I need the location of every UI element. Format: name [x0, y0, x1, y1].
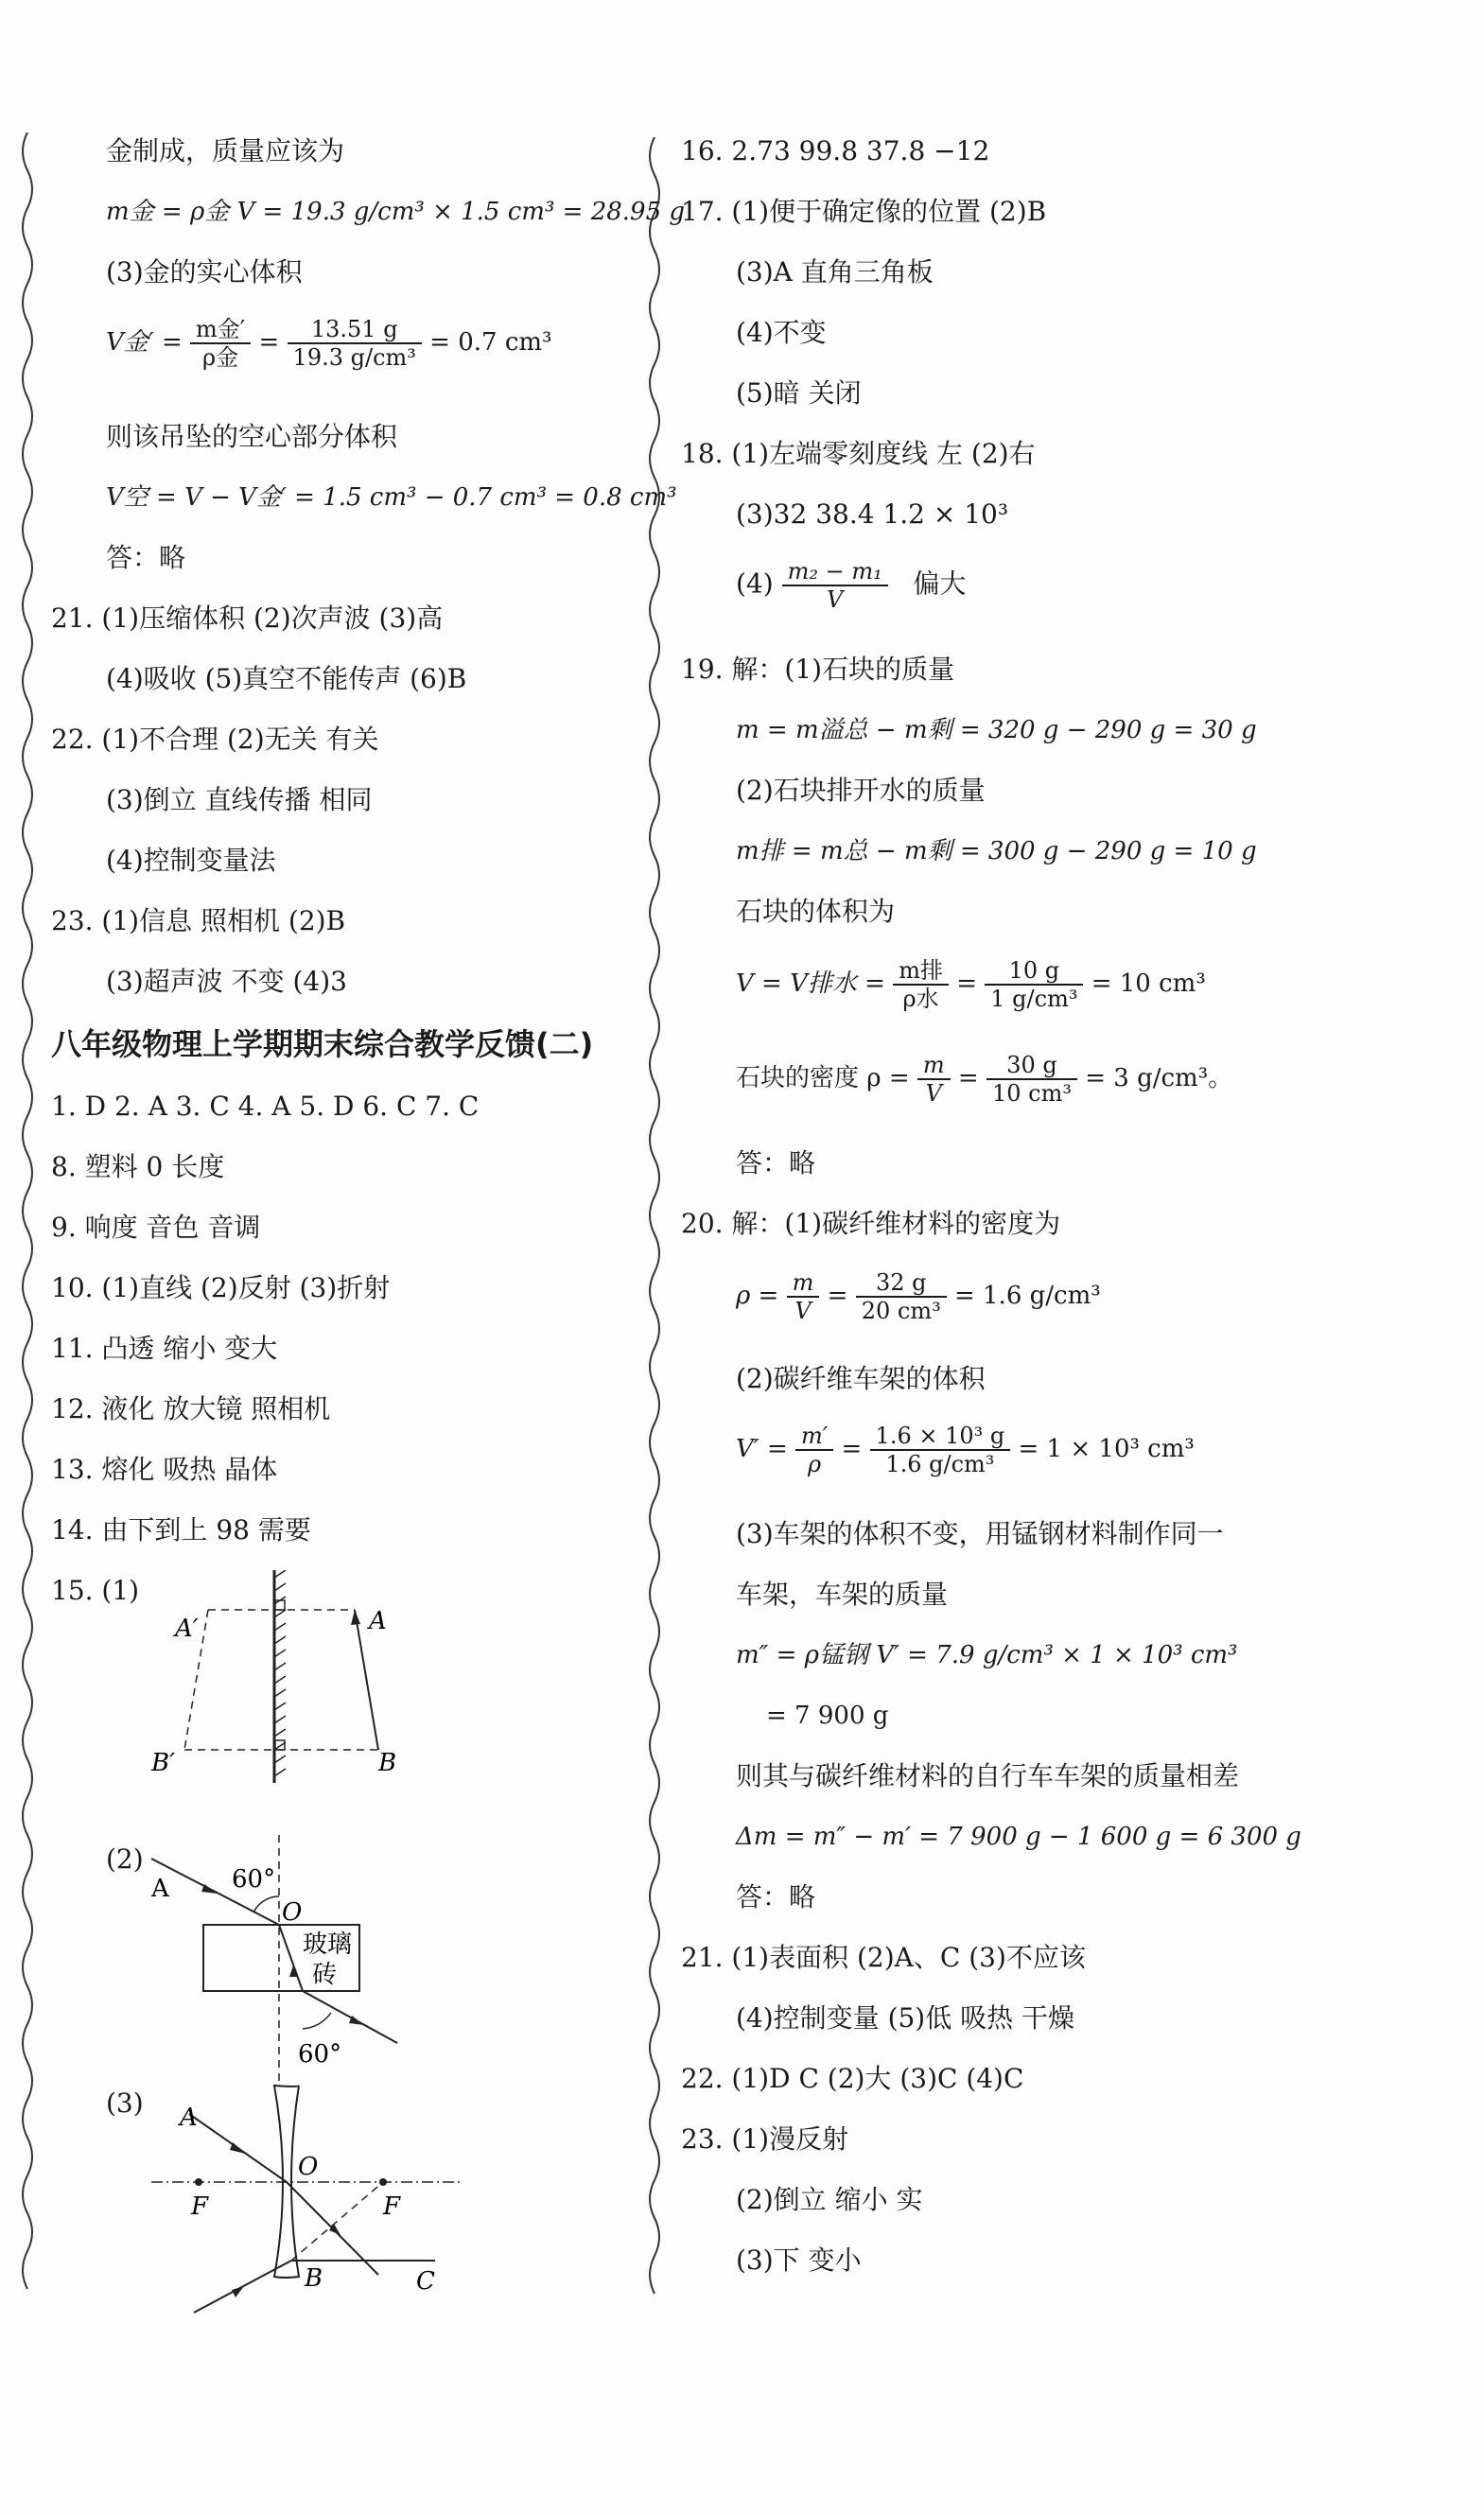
fraction-denominator: 1 g/cm³: [990, 986, 1078, 1012]
answer-17-line2: (3)A 直角三角板: [736, 256, 934, 288]
fraction: [985, 957, 1083, 1012]
answer-20-formula-mass: m″ = ρ锰钢 V′ = 7.9 g/cm³ × 1 × 10³ cm³: [736, 1641, 1238, 1669]
diagram-plane-mirror: [142, 1570, 416, 1788]
label-a: A: [369, 1607, 387, 1635]
answer-17-line1: 17. (1)便于确定像的位置 (2)B: [681, 196, 1047, 227]
answer-20-formula-mass-result: = 7 900 g: [766, 1702, 889, 1730]
label-b: B: [378, 1749, 397, 1777]
answer-18-line3: [736, 558, 966, 613]
fraction-denominator: V: [794, 1298, 812, 1324]
fraction-numerator: m排: [893, 957, 949, 986]
answer-20-answer: 答：略: [736, 1881, 816, 1912]
answer-17-line4: (5)暗 关闭: [736, 377, 862, 409]
label-angle-60-bottom: 60°: [298, 2040, 342, 2069]
answer-19-formula-mass: m = m溢总 − m剩 = 320 g − 290 g = 30 g: [736, 716, 1257, 744]
fraction-numerator: 30 g: [986, 1052, 1077, 1080]
answer-16: 16. 2.73 99.8 37.8 −12: [681, 135, 990, 166]
fraction-denominator: ρ金: [202, 344, 239, 371]
answer-20-line1: 20. 解：(1)碳纤维材料的密度为: [681, 1208, 1061, 1239]
answers-1-7: 1. D 2. A 3. C 4. A 5. D 6. C 7. C: [51, 1091, 480, 1122]
left-formula-hollow-volume: V空 = V − V金′ = 1.5 cm³ − 0.7 cm³ = 0.8 cm³: [106, 483, 677, 512]
formula-rhs: = 0.7 cm³: [429, 328, 552, 357]
left-answer: 答：略: [106, 542, 186, 573]
answer-13: 13. 熔化 吸热 晶体: [51, 1454, 278, 1485]
formula-rhs: = 10 cm³: [1091, 969, 1206, 998]
answer-18-line2: (3)32 38.4 1.2 × 10³: [736, 498, 1009, 530]
label-b: B: [305, 2264, 323, 2293]
label-angle-60-top: 60°: [232, 1865, 276, 1894]
fraction-denominator: ρ水: [902, 986, 939, 1012]
left-text-line: 金制成，质量应该为: [106, 135, 345, 166]
answer-23-line2: (3)超声波 不变 (4)3: [106, 966, 347, 997]
answer-19-formula-volume: V = V排水 = $\frac{\text{m排}}{\text{ρ水}}$ = $\frac{10 g}{\text{1 g/cm³}}$ = 10 cm³: [736, 957, 1206, 1012]
answer-23-line1: 23. (1)信息 照相机 (2)B: [51, 905, 346, 936]
formula-rhs: = 1.6 g/cm³: [953, 1282, 1101, 1310]
answer-11: 11. 凸透 缩小 变大: [51, 1333, 278, 1364]
answer-19-line5: 石块的体积为: [736, 896, 896, 927]
formula-lhs: V′ =: [736, 1435, 788, 1463]
fraction: [782, 558, 888, 613]
fraction-numerator: 10 g: [985, 957, 1083, 986]
answer-20-line5: (3)车架的体积不变，用锰钢材料制作同一: [736, 1518, 1224, 1549]
fraction: [190, 316, 251, 371]
answer-22-line2: (3)倒立 直线传播 相同: [106, 784, 373, 815]
formula-rhs: = 1 × 10³ cm³: [1018, 1435, 1195, 1463]
left-formula-gold-mass: m金 = ρ金 V = 19.3 g/cm³ × 1.5 cm³ = 28.95 g: [106, 198, 686, 226]
formula-lhs: V = V排水 =: [736, 969, 885, 998]
answer-21-line2: (4)吸收 (5)真空不能传声 (6)B: [106, 663, 467, 694]
answer-text: 偏大: [913, 568, 967, 600]
binding-wavy-line-left: [13, 132, 42, 2308]
answer-12: 12. 液化 放大镜 照相机: [51, 1393, 331, 1424]
answer-22-right: 22. (1)D C (2)大 (3)C (4)C: [681, 2063, 1024, 2094]
formula-lhs: V金′ =: [106, 328, 183, 357]
left-text-line: (3)金的实心体积: [106, 256, 303, 288]
formula-lhs: 石块的密度 ρ =: [736, 1064, 910, 1092]
diagram-glass-brick-refraction: [142, 1835, 426, 2090]
answer-14: 14. 由下到上 98 需要: [51, 1514, 311, 1546]
answer-20-line6: 车架，车架的质量: [736, 1579, 949, 1610]
answer-21-line1: 21. (1)压缩体积 (2)次声波 (3)高: [51, 603, 444, 634]
label-f-right: F: [383, 2192, 401, 2221]
formula-rhs: = 3 g/cm³。: [1085, 1064, 1233, 1092]
answer-20-line3: (2)碳纤维车架的体积: [736, 1363, 986, 1394]
fraction-denominator: 20 cm³: [861, 1298, 941, 1324]
answer-20-formula-volume: V′ = $\frac{m'}{\rho}$ = $\frac{\text{1.6 × 10³ g}}{\text{1.6 g/cm³}}$ = 1 × 10³ cm³: [736, 1423, 1195, 1477]
answer-19-formula-displaced: m排 = m总 − m剩 = 300 g − 290 g = 10 g: [736, 837, 1257, 865]
answer-15-part2-label: (2): [106, 1843, 144, 1875]
fraction-numerator: 1.6 × 10³ g: [870, 1423, 1011, 1451]
left-text-line: 则该吊坠的空心部分体积: [106, 421, 398, 452]
column-divider-wavy-line: [640, 137, 669, 2303]
label-a: A: [180, 2104, 198, 2132]
label-a-prime: A′: [175, 1615, 199, 1643]
answer-21-right-line2: (4)控制变量 (5)低 吸热 干燥: [736, 2002, 1075, 2034]
label-c: C: [416, 2267, 435, 2296]
answer-19-answer: 答：略: [736, 1147, 816, 1179]
fraction-numerator: m₂ − m₁: [782, 558, 888, 586]
answer-21-right-line1: 21. (1)表面积 (2)A、C (3)不应该: [681, 1942, 1086, 1973]
answer-19-line1: 19. 解：(1)石块的质量: [681, 654, 955, 685]
fraction: [870, 1423, 1011, 1477]
fraction: [795, 1423, 833, 1477]
answer-8: 8. 塑料 0 长度: [51, 1151, 225, 1182]
answer-23-right-line2: (2)倒立 缩小 实: [736, 2184, 923, 2215]
label-a: A: [151, 1875, 169, 1903]
answer-17-line3: (4)不变: [736, 317, 827, 348]
section-heading: 八年级物理上学期期末综合教学反馈(二): [51, 1026, 594, 1062]
fraction-denominator: V: [826, 586, 844, 613]
fraction-denominator: 1.6 g/cm³: [885, 1451, 995, 1477]
answer-19-formula-density: 石块的密度 ρ = $\frac{m}{V}$ = $\frac{30 g}{\text{10 cm³}}$ = 3 g/cm³。: [736, 1052, 1233, 1107]
label-f-left: F: [191, 2192, 209, 2221]
fraction-denominator: ρ: [808, 1451, 822, 1477]
fraction-denominator: 10 cm³: [991, 1080, 1072, 1107]
answer-23-right-line1: 23. (1)漫反射: [681, 2123, 849, 2155]
fraction-denominator: 19.3 g/cm³: [292, 344, 416, 371]
answer-20-formula-density: ρ = $\frac{m}{V}$ = $\frac{32 g}{\text{20 cm³}}$ = 1.6 g/cm³: [736, 1269, 1101, 1324]
label-o: O: [298, 2153, 319, 2181]
answer-22-line3: (4)控制变量法: [106, 845, 276, 876]
formula-lhs: ρ =: [736, 1282, 779, 1310]
answer-23-right-line3: (3)下 变小: [736, 2244, 862, 2276]
answer-20-formula-difference: Δm = m″ − m′ = 7 900 g − 1 600 g = 6 300 g: [736, 1823, 1301, 1851]
fraction: [917, 1052, 951, 1107]
fraction: [856, 1269, 947, 1324]
fraction-numerator: m金′: [190, 316, 251, 344]
label-glass-2: 砖: [312, 1961, 338, 1989]
answer-9: 9. 响度 音色 音调: [51, 1212, 261, 1243]
part-label: (4): [736, 568, 774, 600]
fraction-numerator: m′: [795, 1423, 833, 1451]
fraction: [787, 1269, 820, 1324]
diagram-concave-lens: [142, 2076, 473, 2317]
fraction-numerator: 13.51 g: [288, 316, 422, 344]
answer-20-line9: 则其与碳纤维材料的自行车车架的质量相差: [736, 1760, 1240, 1791]
label-b-prime: B′: [151, 1749, 176, 1777]
answer-15-part3-label: (3): [106, 2087, 144, 2119]
fraction: [893, 957, 949, 1012]
fraction: [288, 316, 422, 371]
answer-10: 10. (1)直线 (2)反射 (3)折射: [51, 1272, 391, 1303]
fraction-numerator: m: [917, 1052, 951, 1080]
answer-22-line1: 22. (1)不合理 (2)无关 有关: [51, 724, 379, 755]
fraction-denominator: V: [925, 1080, 942, 1107]
fraction-numerator: m: [787, 1269, 820, 1298]
answer-15-part1-label: 15. (1): [51, 1575, 140, 1606]
fraction: [986, 1052, 1077, 1107]
left-formula-gold-volume: V金′ = $\frac{\text{m金′}}{\text{ρ金}}$ = $\frac{13.51 g}{\text{19.3 g/cm³}}$ = 0.7 cm³: [106, 316, 552, 371]
answer-19-line3: (2)石块排开水的质量: [736, 775, 986, 806]
label-glass-1: 玻璃: [303, 1930, 353, 1959]
label-o: O: [282, 1898, 303, 1927]
answer-18-line1: 18. (1)左端零刻度线 左 (2)右: [681, 438, 1036, 469]
fraction-numerator: 32 g: [856, 1269, 947, 1298]
